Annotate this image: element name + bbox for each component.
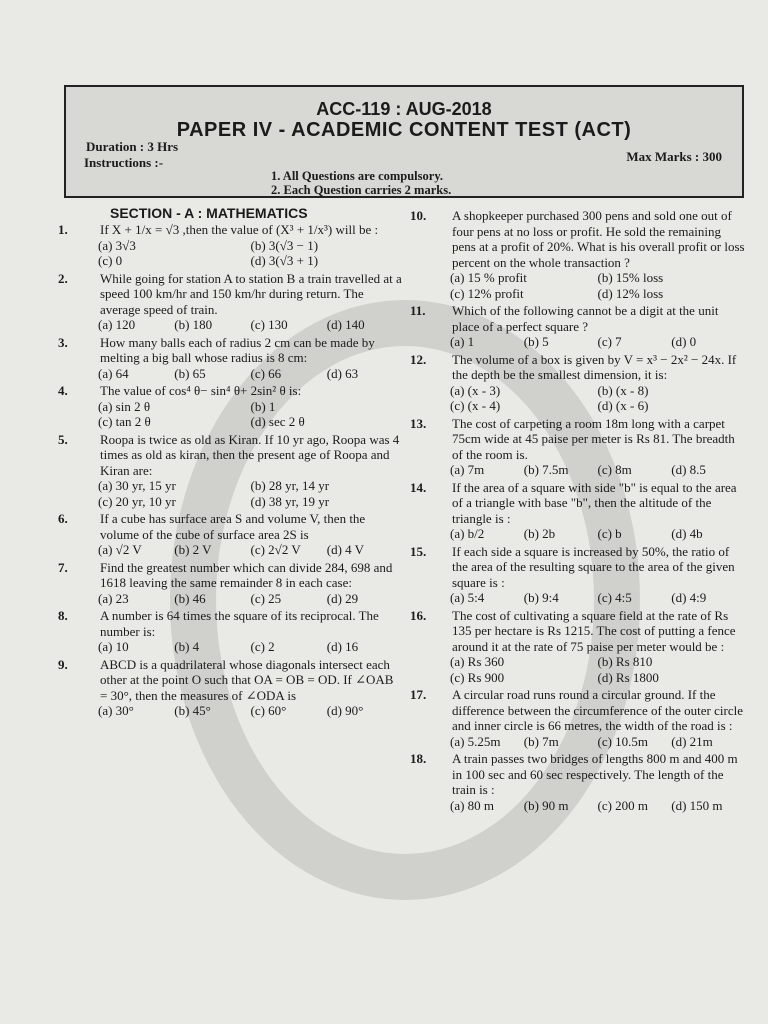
question-6 <box>58 511 403 558</box>
option-c: (c) 66 <box>250 365 282 381</box>
option-a: (a) 64 <box>98 365 129 381</box>
option-c: (c) 4:5 <box>597 590 632 605</box>
option-b: (b) 90 m <box>523 797 569 813</box>
option-d: (d) 16 <box>326 639 359 654</box>
option-c: (c) 8m <box>597 462 632 477</box>
option-d: (d) 8.5 <box>671 462 706 477</box>
question-number: 4. <box>58 383 68 398</box>
right-column <box>410 208 745 815</box>
option-d: (d) 21m <box>671 733 713 749</box>
question-10 <box>410 208 745 301</box>
option-a: (a) 15 % profit <box>450 270 527 285</box>
options <box>450 462 745 478</box>
question-17 <box>410 687 745 749</box>
question-number: 12. <box>410 351 427 367</box>
question-number: 16. <box>410 607 427 623</box>
options <box>450 590 745 606</box>
section-title: SECTION - A : MATHEMATICS <box>110 205 308 221</box>
question-text: A train passes two bridges of lengths 800 m and 400 m in 100 sec and 60 sec respectively. The length of the train is : <box>452 751 738 797</box>
option-a: (a) 120 <box>98 317 136 332</box>
question-text: The value of cos⁴ θ− sin⁴ θ+ 2sin² θ is: <box>100 383 302 398</box>
option-b: (b) 3(√3 − 1) <box>250 237 319 253</box>
option-a: (a) 5.25m <box>450 733 501 749</box>
option-c: (c) 2 <box>250 639 275 654</box>
option-a: (a) 30 yr, 15 yr <box>98 478 176 493</box>
question-number: 9. <box>58 656 68 672</box>
options <box>98 399 403 430</box>
question-text: Which of the following cannot be a digit at the unit place of a perfect square ? <box>452 303 719 334</box>
option-d: (d) 140 <box>326 317 365 332</box>
option-b: (b) (x - 8) <box>597 382 649 398</box>
option-b: (b) 15% loss <box>597 270 664 285</box>
question-number: 6. <box>58 511 68 526</box>
option-d: (d) 4b <box>671 526 703 541</box>
question-15 <box>410 544 745 606</box>
options <box>98 591 403 607</box>
option-d: (d) 3(√3 + 1) <box>250 253 319 268</box>
question-number: 7. <box>58 559 68 575</box>
instructions-label: Instructions :- <box>84 155 164 170</box>
option-d: (d) (x - 6) <box>597 398 649 413</box>
options <box>450 798 745 814</box>
question-4 <box>58 383 403 430</box>
question-16 <box>410 608 745 686</box>
question-number: 2. <box>58 270 68 286</box>
question-text: The cost of cultivating a square field at the rate of Rs 135 per hectare is Rs 1215. The cost of putting a fence around it at the rate of 75 paise per meter would be : <box>452 607 736 654</box>
question-7 <box>58 560 403 607</box>
question-13 <box>410 416 745 478</box>
option-c: (c) 130 <box>250 317 288 332</box>
option-b: (b) 65 <box>174 365 206 381</box>
option-a: (a) 80 m <box>450 797 495 813</box>
option-b: (b) 180 <box>174 317 213 332</box>
option-c: (c) 0 <box>98 253 123 268</box>
options <box>98 639 403 655</box>
option-a: (a) Rs 360 <box>450 654 505 669</box>
option-c: (c) 60° <box>250 703 287 718</box>
question-number: 11. <box>410 303 426 318</box>
option-c: (c) tan 2 θ <box>98 414 151 429</box>
question-8 <box>58 608 403 655</box>
question-2 <box>58 271 403 333</box>
option-b: (b) 2 V <box>174 542 212 557</box>
option-a: (a) 1 <box>450 334 475 349</box>
option-c: (c) Rs 900 <box>450 669 505 685</box>
options <box>98 366 403 382</box>
option-d: (d) 29 <box>326 590 359 606</box>
option-b: (b) 5 <box>523 334 549 349</box>
option-d: (d) 63 <box>326 365 359 381</box>
option-a: (a) 23 <box>98 590 129 606</box>
question-number: 8. <box>58 608 68 623</box>
question-text: If a cube has surface area S and volume V, then the volume of the cube of surface area 2S is <box>100 511 366 542</box>
question-18 <box>410 751 745 813</box>
question-text: The volume of a box is given by V = x³ − 2x² − 24x. If the depth be the smallest dimension, it is: <box>452 351 737 382</box>
question-3 <box>58 335 403 382</box>
option-a: (a) 10 <box>98 639 129 654</box>
option-d: (d) 12% loss <box>597 285 664 301</box>
option-d: (d) 38 yr, 19 yr <box>250 493 330 509</box>
option-a: (a) √2 V <box>98 542 142 557</box>
option-a: (a) 3√3 <box>98 237 136 253</box>
question-11 <box>410 303 745 350</box>
option-b: (b) Rs 810 <box>597 654 653 669</box>
option-b: (b) 7m <box>523 733 559 749</box>
option-c: (c) 2√2 V <box>250 542 301 557</box>
option-b: (b) 45° <box>174 703 211 718</box>
option-b: (b) 9:4 <box>523 590 559 605</box>
option-b: (b) 1 <box>250 398 276 414</box>
question-1 <box>58 222 403 269</box>
options <box>450 383 745 414</box>
options <box>450 526 745 542</box>
option-a: (a) sin 2 θ <box>98 398 151 414</box>
question-text: If the area of a square with side "b" is equal to the area of a triangle with base "b", then the altitude of the triangle is : <box>452 479 737 526</box>
max-marks: Max Marks : 300 <box>626 149 722 164</box>
question-5 <box>58 432 403 510</box>
option-a: (a) 30° <box>98 703 134 718</box>
question-text: ABCD is a quadrilateral whose diagonals intersect each other at the point O such that OA = OB = OD. If ∠OAB = 30°, then the measures of ∠ODA is <box>100 656 394 703</box>
option-b: (b) 7.5m <box>523 462 569 477</box>
question-text: Roopa is twice as old as Kiran. If 10 yr ago, Roopa was 4 times as old as kiran, then the present age of Roopa and Kiran are: <box>100 431 400 478</box>
options <box>450 270 745 301</box>
option-a: (a) b/2 <box>450 526 485 541</box>
question-text: While going for station A to station B a train travelled at a speed 100 km/hr and 150 km/hr during return. The average speed of train. <box>100 270 402 317</box>
question-text: The cost of carpeting a room 18m long with a carpet 75cm wide at 45 paise per meter is Rs 81. The breadth of the room is. <box>452 415 735 462</box>
question-9 <box>58 657 403 719</box>
option-c: (c) 200 m <box>597 797 649 813</box>
option-b: (b) 4 <box>174 639 200 654</box>
question-number: 1. <box>58 222 68 237</box>
options <box>98 703 403 719</box>
option-b: (b) 28 yr, 14 yr <box>250 478 330 493</box>
question-number: 17. <box>410 687 427 702</box>
left-column <box>58 222 403 721</box>
options <box>450 334 745 350</box>
instruction-2: 2. Each Question carries 2 marks. <box>271 183 452 197</box>
question-number: 15. <box>410 543 427 559</box>
option-d: (d) 90° <box>326 703 364 718</box>
option-d: (d) sec 2 θ <box>250 414 305 429</box>
option-d: (d) 150 m <box>671 797 723 813</box>
question-number: 5. <box>58 431 68 447</box>
options <box>98 542 403 558</box>
question-number: 10. <box>410 208 427 223</box>
option-b: (b) 46 <box>174 590 206 606</box>
instruction-1: 1. All Questions are compulsory. <box>271 169 444 183</box>
option-c: (c) 10.5m <box>597 733 649 749</box>
options <box>98 238 403 269</box>
option-d: (d) 4 V <box>326 542 365 557</box>
option-c: (c) (x - 4) <box>450 398 501 413</box>
option-c: (c) 7 <box>597 334 622 349</box>
option-d: (d) 0 <box>671 334 697 349</box>
paper-title: PAPER IV - ACADEMIC CONTENT TEST (ACT) <box>176 119 632 141</box>
question-12 <box>410 352 745 414</box>
header-box <box>64 85 744 198</box>
question-number: 18. <box>410 751 427 766</box>
option-d: (d) Rs 1800 <box>597 669 659 685</box>
option-d: (d) 4:9 <box>671 590 707 605</box>
question-number: 14. <box>410 479 427 495</box>
option-a: (a) 5:4 <box>450 590 485 605</box>
options <box>450 654 745 685</box>
options <box>450 734 745 750</box>
options <box>98 317 403 333</box>
question-text: How many balls each of radius 2 cm can be made by melting a big ball whose radius is 8 cm: <box>100 334 375 365</box>
option-a: (a) (x - 3) <box>450 382 501 398</box>
question-text: A shopkeeper purchased 300 pens and sold one out of four pens at no loss or profit. He sold the remaining pens at a profit of 20%. What is his overall profit or loss percent on the whole transaction ? <box>452 208 745 270</box>
option-c: (c) 25 <box>250 590 282 606</box>
question-14 <box>410 480 745 542</box>
duration: Duration : 3 Hrs <box>86 139 179 154</box>
exam-code: ACC-119 : AUG-2018 <box>316 99 492 119</box>
question-text: Find the greatest number which can divide 284, 698 and 1618 leaving the same remainder 8 in each case: <box>100 559 393 590</box>
question-text: If each side a square is increased by 50%, the ratio of the area of the resulting square to the area of the given square is : <box>452 543 735 590</box>
option-c: (c) 20 yr, 10 yr <box>98 493 176 509</box>
options <box>98 478 403 509</box>
option-a: (a) 7m <box>450 462 485 477</box>
question-text: A circular road runs round a circular ground. If the difference between the circumference of the outer circle and inner circle is 66 metres, the width of the road is : <box>452 687 744 733</box>
question-text: If X + 1/x = √3 ,then the value of (X³ + 1/x³) will be : <box>100 222 379 237</box>
option-c: (c) 12% profit <box>450 285 524 301</box>
question-number: 3. <box>58 334 68 350</box>
option-b: (b) 2b <box>523 526 556 541</box>
question-number: 13. <box>410 415 427 431</box>
option-c: (c) b <box>597 526 622 541</box>
question-text: A number is 64 times the square of its reciprocal. The number is: <box>100 608 379 639</box>
